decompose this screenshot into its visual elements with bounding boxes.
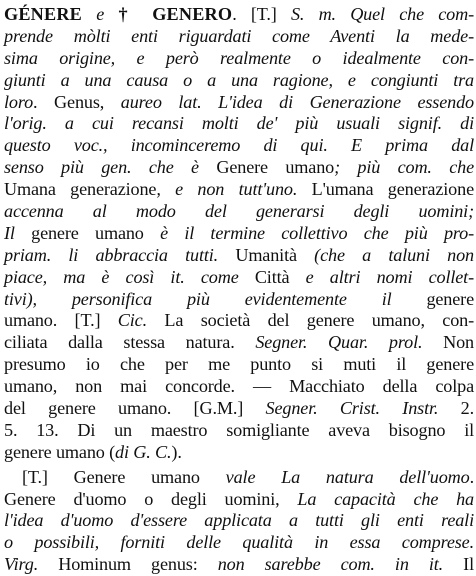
text-segment: S. m. Quel che com- — [290, 4, 475, 24]
text-segment: Genere umano — [216, 157, 335, 178]
text-segment: Umana generazione — [4, 179, 157, 200]
text-segment: Segner. Quar. prol. — [255, 332, 423, 353]
text-segment: loro — [4, 91, 34, 112]
text-segment: genere umano — [31, 222, 144, 243]
para1-line-17 — [4, 354, 474, 376]
para1-line-1 — [4, 4, 474, 26]
text-segment: genere — [426, 288, 474, 309]
text-segment: 5. 13. Di un maestro somigliante aveva bisogno il — [4, 419, 474, 440]
text-segment: presumo io che per me punto si muti il genere — [4, 354, 474, 375]
headword: † GENERO — [118, 4, 233, 24]
text-segment: senso più gen. che è — [4, 157, 217, 178]
text-segment: aureo lat. L'idea di Generazione essendo — [120, 91, 474, 112]
para2-line-2 — [4, 489, 474, 511]
text-segment: ; più com. che — [334, 157, 475, 178]
text-segment: Il — [443, 554, 474, 575]
text-segment: (che a taluni non — [296, 244, 474, 265]
text-segment: Segner. Crist. Instr. — [265, 398, 439, 419]
text-segment: ciliata dalla stessa natura. — [4, 332, 256, 353]
text-segment: l'orig. a cui recansi molti de' più usuali signif. di — [4, 113, 474, 134]
text-segment: tivi), personifica più evidentemente il — [4, 288, 427, 309]
text-segment: ). — [171, 441, 182, 462]
text-segment: di G. C. — [115, 441, 172, 462]
text-segment: prende mòlti enti riguardati come Aventi la mede- — [4, 25, 474, 46]
para2-line-1 — [4, 467, 474, 489]
para1-line-12 — [4, 245, 474, 267]
text-segment: sima origine, e però realmente o idealmente con- — [4, 47, 474, 68]
text-segment: piace, ma è così it. come — [4, 266, 255, 287]
para1-line-5 — [4, 92, 474, 114]
text-segment: e altri nomi collet- — [289, 266, 474, 287]
text-segment: Il — [4, 222, 32, 243]
para1-line-8 — [4, 157, 474, 179]
text-segment: genere umano ( — [4, 441, 116, 462]
text-segment: . — [469, 466, 475, 487]
text-segment: non sarebbe com. in it. — [217, 554, 444, 575]
entry-paragraph-definition — [4, 4, 474, 464]
para2-line-5 — [4, 554, 474, 576]
para1-line-18 — [4, 376, 474, 398]
text-segment: e — [82, 4, 119, 24]
text-segment: Cic. — [117, 310, 148, 331]
para1-line-11 — [4, 223, 474, 245]
text-segment: questo voc., incominceremo di qui. E prima dal — [4, 135, 474, 156]
para1-line-20 — [4, 420, 474, 442]
para1-line-16 — [4, 332, 474, 354]
text-segment: Virg. — [4, 554, 39, 575]
para2-line-4 — [4, 532, 474, 554]
text-segment: . [T.] — [232, 4, 291, 24]
para1-line-13 — [4, 267, 474, 289]
para1-line-15 — [4, 310, 474, 332]
dictionary-page — [4, 0, 475, 575]
text-segment: Non — [422, 332, 474, 353]
para1-line-4 — [4, 70, 474, 92]
text-segment: umano. [T.] — [4, 310, 118, 331]
text-segment: o possibili, forniti delle qualità in essa comprese. — [4, 532, 474, 553]
text-segment: Umanità — [235, 244, 297, 265]
para1-line-9 — [4, 179, 474, 201]
text-segment: vale La natura dell'uomo — [225, 466, 470, 487]
para1-line-10 — [4, 201, 474, 223]
para1-line-3 — [4, 48, 474, 70]
para1-line-19 — [4, 398, 474, 420]
text-segment: accenna al modo del generarsi degli uomini; — [4, 201, 474, 222]
text-segment: l'idea d'uomo d'essere applicata a tutti gli enti reali — [4, 510, 474, 531]
para1-line-2 — [4, 26, 474, 48]
text-segment: umano, non mai concorde. — Macchiato della colpa — [4, 376, 474, 397]
para1-line-14 — [4, 289, 474, 311]
text-segment: giunti a una causa o a una ragione, e congiunti tra — [4, 69, 474, 90]
headword: GÉNERE — [4, 4, 83, 24]
text-segment: è il termine collettivo che più pro- — [143, 222, 474, 243]
text-segment: . Genus, — [33, 91, 121, 112]
text-segment: L'umana generazione — [311, 179, 474, 200]
entry-paragraph-natura-umana — [4, 467, 474, 576]
para1-line-7 — [4, 135, 474, 157]
text-segment: Genere d'uomo o degli uomini, — [4, 488, 298, 509]
text-segment: [T.] Genere umano — [22, 466, 226, 487]
text-segment: priam. li abbraccia tutti. — [4, 244, 236, 265]
para1-line-21 — [4, 442, 474, 464]
para2-line-3 — [4, 510, 474, 532]
text-segment: Città — [254, 266, 290, 287]
text-segment: La capacità che ha — [297, 488, 475, 509]
text-segment: 2. — [438, 398, 474, 419]
text-segment: Hominum genus: — [38, 554, 218, 575]
text-segment: , e non tutt'uno. — [156, 179, 312, 200]
text-segment: La società del genere umano, con- — [147, 310, 475, 331]
text-segment: del genere umano. [G.M.] — [4, 398, 266, 419]
para1-line-6 — [4, 113, 474, 135]
